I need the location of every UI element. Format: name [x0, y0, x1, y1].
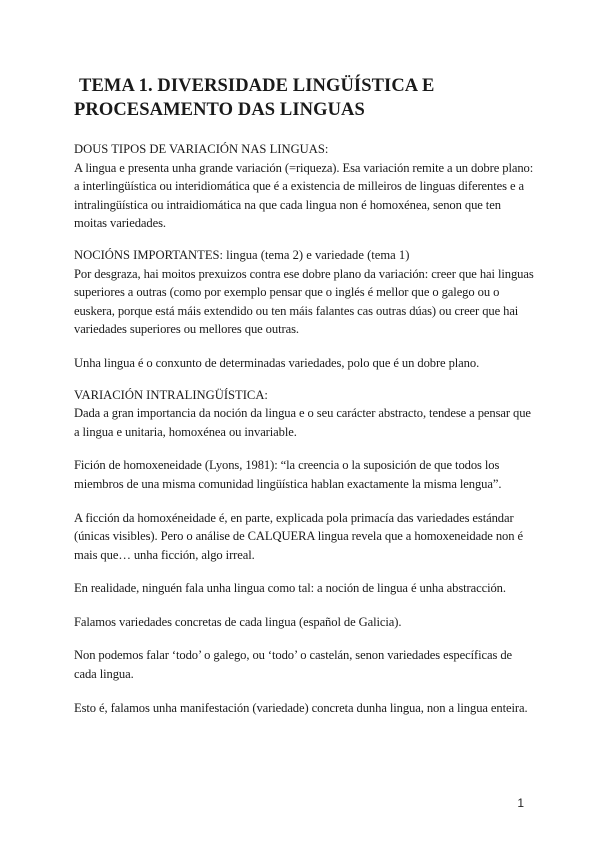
paragraph: Falamos variedades concretas de cada lingua (español de Galicia).: [74, 614, 402, 629]
page-title: [74, 74, 534, 122]
document-page: [74, 74, 534, 717]
paragraph: Fición de homoxeneidade (Lyons, 1981): “la creencia o la suposición de que todos los miembros de una misma comunidad lingüística hablan exactamente la misma lengua”.: [74, 458, 502, 491]
paragraph: Por desgraza, hai moitos prexuizos contra ese dobre plano da variación: creer que hai linguas superiores a outras (como por exemplo pensar que o inglés é mellor que o galego ou o euskera, porque está máis extendido ou ten máis falantes cas outras dúas) ou creer que hai variedades superiores ou mellores que outras.: [74, 266, 534, 337]
section-important-notions: [74, 246, 534, 373]
paragraph: A ficción da homoxéneidade é, en parte, explicada pola primacía das variedades estándar (únicas visibles). Pero o análise de CALQUERA lingua revela que a homoxeneidade non é mais que… unha ficción, algo irreal.: [74, 510, 523, 562]
paragraph: Esto é, falamos unha manifestación (variedade) concreta dunha lingua, non a lingua enteira.: [74, 700, 528, 715]
paragraph: Dada a gran importancia da noción da lingua e o seu carácter abstracto, tendese a pensar que a lingua e unitaria, homoxénea ou invariable.: [74, 406, 531, 439]
section-heading: DOUS TIPOS DE VARIACIÓN NAS LINGUAS:: [74, 142, 329, 156]
section-heading: NOCIÓNS IMPORTANTES: lingua (tema 2) e variedade (tema 1): [74, 247, 410, 262]
paragraph: A lingua e presenta unha grande variación (=riqueza). Esa variación remite a un dobre plano: a interlingüística ou interidiomática que é a existencia de milleiros de linguas diferentes e a intralingüística ou intraidiomática na que cada lingua non é homoxénea, senon que ten moitas variedades.: [74, 160, 534, 231]
page-number: 1: [517, 796, 524, 810]
section-intralinguistic-variation: [74, 386, 534, 718]
section-variation-types: [74, 140, 534, 233]
paragraph: En realidade, ninguén fala unha lingua como tal: a noción de lingua é unha abstracción.: [74, 581, 506, 596]
paragraph: Non podemos falar ‘todo’ o galego, ou ‘todo’ o castelán, senon variedades específicas de cada lingua.: [74, 648, 513, 682]
paragraph: Unha lingua é o conxunto de determinadas variedades, polo que é un dobre plano.: [74, 355, 480, 370]
title-line-1: TEMA 1. DIVERSIDADE LINGÜÍSTICA E: [79, 76, 435, 96]
title-line-2: PROCESAMENTO DAS LINGUAS: [74, 100, 365, 120]
section-heading: VARIACIÓN INTRALINGÜÍSTICA:: [74, 387, 268, 402]
